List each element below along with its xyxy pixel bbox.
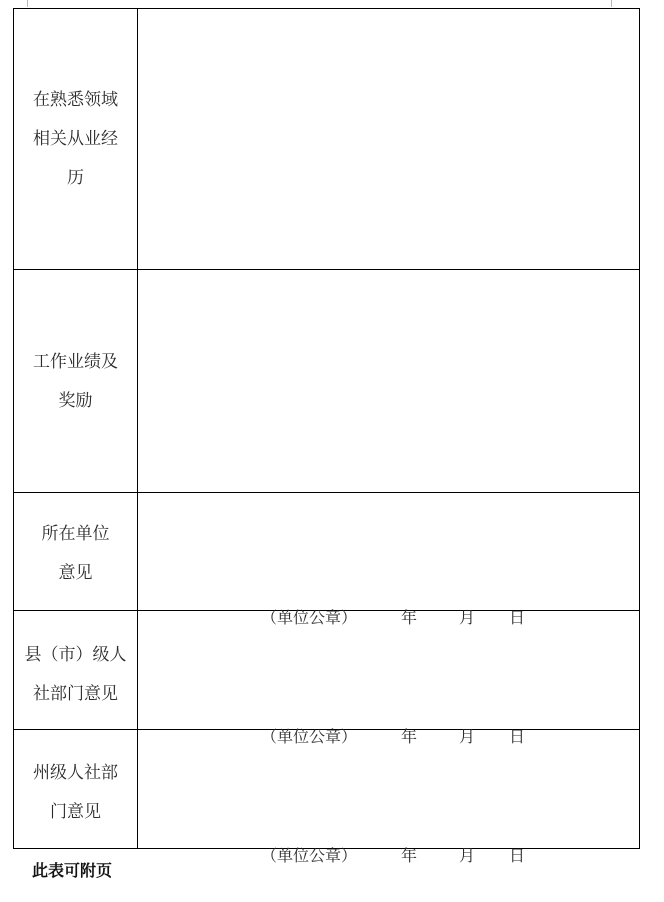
row-label-line: 历 <box>67 168 84 188</box>
row-label <box>14 343 137 421</box>
row-label-line: 所在单位 <box>41 524 110 544</box>
day-label: 日 <box>509 846 526 865</box>
table-row-state-opinion <box>14 730 640 849</box>
row-label-line: 工作业绩及 <box>33 352 118 372</box>
row-label-line: 州级人社部 <box>33 763 118 783</box>
month-label: 月 <box>459 846 476 865</box>
row-label <box>14 81 137 198</box>
row-label-line: 相关从业经 <box>33 129 118 149</box>
month-label: 月 <box>459 608 476 627</box>
row-label-line: 县（市）级人 <box>24 645 127 665</box>
footer-note: 此表可附页 <box>32 861 113 880</box>
year-label: 年 <box>401 608 418 627</box>
row-label-line: 奖励 <box>58 391 93 411</box>
row-label-line: 社部门意见 <box>33 684 118 704</box>
crop-mark-right <box>611 0 612 7</box>
month-label: 月 <box>459 727 476 746</box>
row-label-line: 在熟悉领域 <box>33 90 118 110</box>
application-form-table <box>13 8 640 865</box>
value-cell-county-opinion[interactable] <box>138 611 640 746</box>
value-cell-unit-opinion[interactable] <box>138 493 640 627</box>
row-label-line: 意见 <box>58 563 93 583</box>
seal-stamp-label: （单位公章） <box>261 846 358 865</box>
table-row-achievements <box>14 270 640 493</box>
table-row-unit-opinion <box>14 493 640 611</box>
value-cell-state-opinion[interactable] <box>138 730 640 865</box>
day-label: 日 <box>509 608 526 627</box>
seal-stamp-label: （单位公章） <box>261 727 358 746</box>
row-label <box>14 636 137 714</box>
label-cell-achievements <box>14 270 138 493</box>
row-label <box>14 515 137 593</box>
label-cell-state-opinion <box>14 730 138 849</box>
table-row-county-opinion <box>14 611 640 730</box>
label-cell-unit-opinion <box>14 493 138 611</box>
table-row-experience <box>14 9 640 270</box>
value-cell-achievements[interactable] <box>138 270 640 493</box>
crop-mark-left <box>27 0 28 7</box>
value-cell-experience[interactable] <box>138 9 640 270</box>
label-cell-county-opinion <box>14 611 138 730</box>
year-label: 年 <box>401 727 418 746</box>
label-cell-experience <box>14 9 138 270</box>
row-label-line: 门意见 <box>50 802 101 822</box>
day-label: 日 <box>509 727 526 746</box>
seal-stamp-label: （单位公章） <box>261 608 358 627</box>
year-label: 年 <box>401 846 418 865</box>
row-label <box>14 754 137 832</box>
